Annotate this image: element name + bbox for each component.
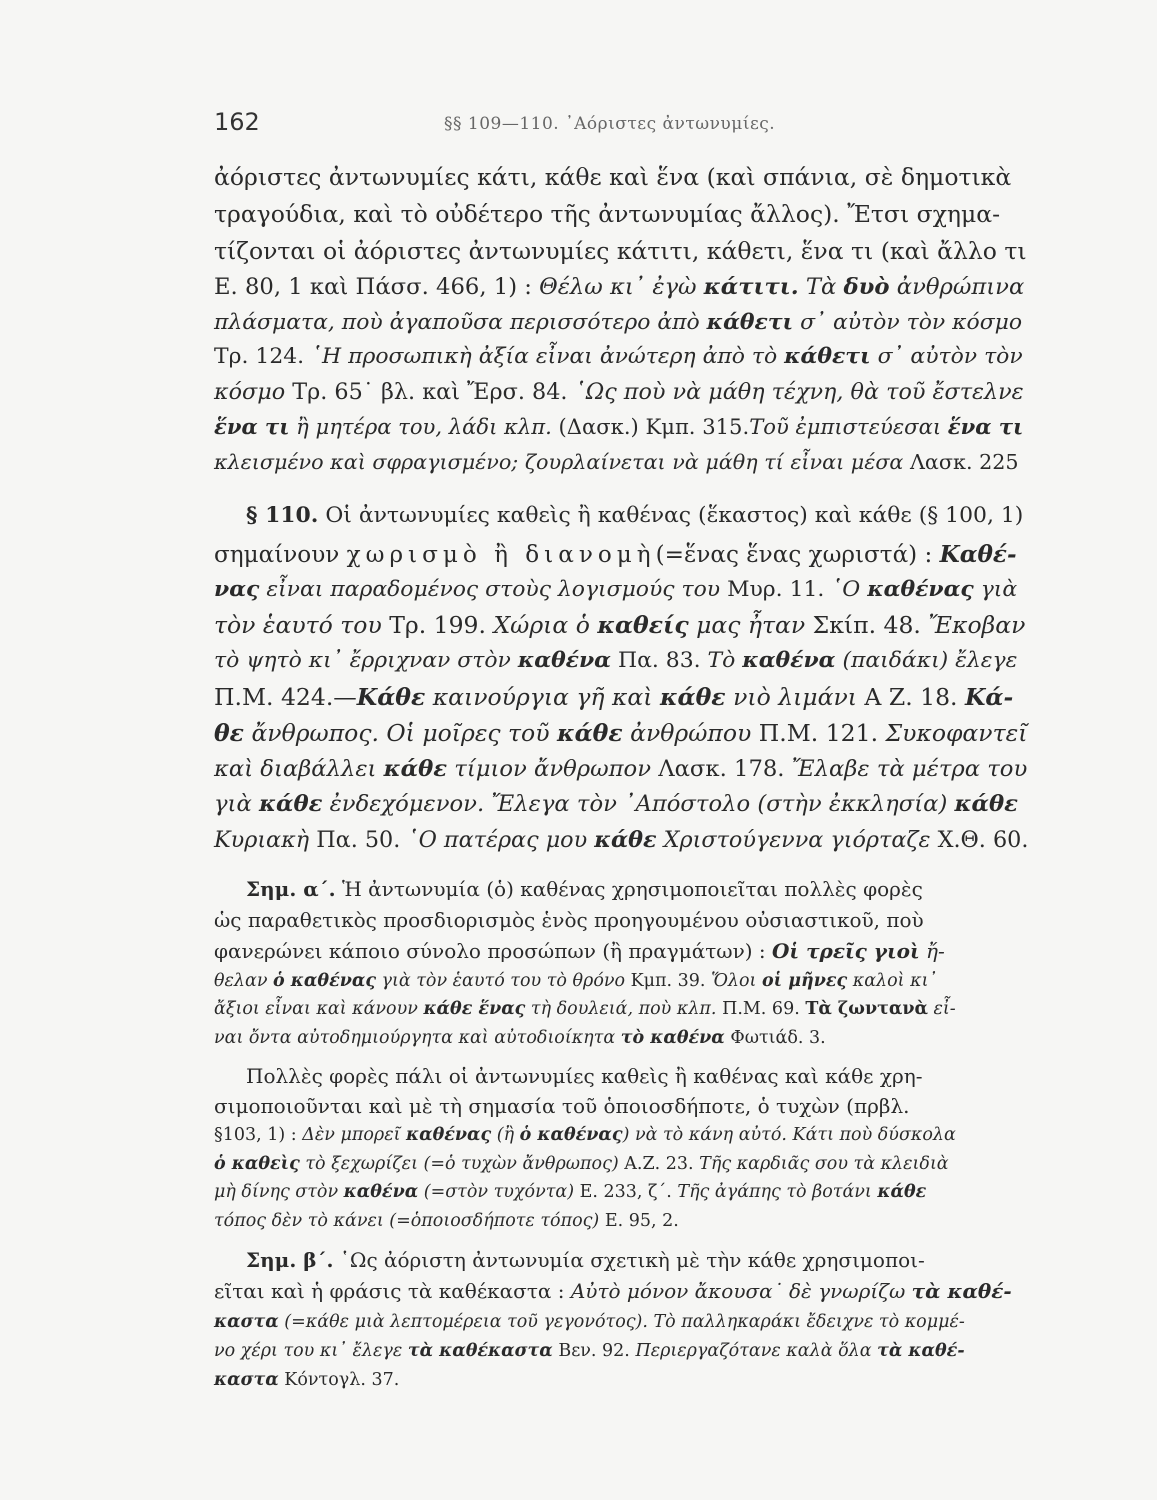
text-run: Δὲν μπορεῖ [302, 1125, 407, 1145]
text-run: Κόντογλ. 37. [278, 1370, 400, 1390]
text-line [214, 237, 1027, 265]
text-run: κάτιτι. [703, 274, 799, 300]
text-run: τίζονται οἱ ἀόριστες ἀντωνυμίες κάτιτι, κάθετι, ἕνα τι (καὶ ἄλλο τι [214, 237, 1027, 265]
text-run: Λασκ. 225 [903, 450, 1019, 474]
text-run: μας ἦταν [688, 611, 806, 639]
text-run: κάθε [259, 791, 323, 817]
text-run: τὴ δουλειά, ποὺ κλπ. [525, 999, 717, 1019]
text-run: (=στὸν τυχόντα) [418, 1182, 575, 1202]
text-run: κάθε [556, 719, 623, 747]
text-line [214, 276, 1026, 299]
text-line [214, 793, 1026, 816]
text-run: Οἱ ἀντωνυμίες καθεὶς ἢ καθένας (ἕκαστος) καὶ κάθε (§ 100, 1) [318, 503, 1024, 528]
text-run: ἄξιοι εἶναι καὶ κάνουν [214, 999, 424, 1019]
text-run: τὸ ψητὸ κι᾿ ἔρριχναν στὸν [214, 648, 518, 673]
text-run: ἕνα τι [947, 414, 1024, 439]
text-run: ὁ καθένας [519, 1125, 623, 1145]
text-run: κόσμο [214, 379, 286, 405]
text-run: τίμιον ἄνθρωπον [447, 756, 651, 782]
text-run: ὁ καθένας [273, 971, 376, 991]
text-line [214, 647, 1026, 673]
text-run: εῖται καὶ ἡ φράσις τὰ καθέκαστα : [214, 1279, 571, 1303]
text-run: Τὰ ζωντανὰ [805, 999, 928, 1019]
text-run: κάθε [954, 791, 1018, 817]
text-run: Οἱ τρεῖς γιοὶ [772, 939, 920, 963]
text-run: Βεν. 92. [552, 1341, 636, 1361]
text-run: γιὰ [973, 577, 1018, 602]
text-line [246, 1066, 1026, 1086]
text-run: κάθε [594, 827, 657, 853]
text-run: Ἔκοβαν [928, 611, 1026, 639]
text-run: Κά- [964, 683, 1014, 711]
text-run: Θέλω κι᾿ ἐγὼ [539, 274, 704, 300]
text-run: κάθε [383, 756, 448, 782]
text-run: Ἔλαβε τὰ μέτρα του [791, 756, 1028, 782]
text-run: Σκίπ. 48. [805, 611, 929, 639]
text-line [214, 910, 1026, 930]
page-number: 162 [214, 108, 260, 136]
text-run: θε [214, 719, 244, 747]
text-run: Χ.Θ. 60. [930, 827, 1029, 853]
text-run: τὰ καθέκαστα [407, 1341, 553, 1361]
text-line [214, 611, 1026, 639]
text-line [214, 827, 1029, 853]
text-line [214, 1372, 1026, 1390]
text-line [246, 1250, 1026, 1270]
text-line [214, 1281, 1026, 1301]
text-run: Σημ. α΄. [246, 877, 336, 901]
text-line [246, 502, 1026, 528]
text-run: Κάθε [356, 683, 426, 711]
text-run: τραγούδια, καὶ τὸ οὐδέτερο τῆς ἀντωνυμίας ἄλλος). Ἔτσι σχημα- [214, 200, 1001, 228]
text-run: Καθέ- [939, 541, 1017, 568]
text-run: ῾Η προσωπικὴ ἀξία εἶναι ἀνώτερη ἀπὸ τὸ [311, 344, 785, 369]
text-run: δυὸ [843, 274, 890, 300]
text-run: Κυριακὴ [214, 827, 310, 853]
text-run: Α.Ζ. 23. [618, 1154, 700, 1174]
text-run: Περιεργαζότανε καλὰ ὅλα [635, 1341, 878, 1361]
text-run: Λασκ. 178. [651, 756, 792, 782]
text-run: γιὰ τὸν ἑαυτό του τὸ θρόνο [375, 971, 626, 991]
text-run: πλάσματα, ποὺ ἀγαποῦσα περισσότερο ἀπὸ [214, 310, 707, 335]
text-run: (=ἕνας ἕνας χωριστά) : [655, 542, 940, 568]
text-run: νας [214, 576, 260, 602]
text-run: καθένας [867, 576, 974, 602]
text-run: γιὰ [214, 791, 259, 817]
text-run: Σημ. β΄. [246, 1248, 334, 1272]
text-run: καὶ διαβάλλει [214, 756, 384, 782]
text-run: μὴ δίνης στὸν [214, 1182, 344, 1202]
text-line [214, 576, 1026, 602]
text-run: Φωτιάδ. 3. [724, 1028, 826, 1048]
text-run: Τρ. 199. [381, 611, 494, 639]
text-run: τὸν ἑαυτό του [214, 611, 382, 639]
text-line [214, 719, 1028, 747]
text-run: καστα [214, 1312, 279, 1332]
text-line [214, 381, 1026, 403]
text-run: κάθε [877, 1182, 927, 1202]
text-run: φανερώνει κάποιο σύνολο προσώπων (ἢ πραγμάτων) : [214, 939, 772, 963]
text-run: (ἢ [491, 1125, 520, 1145]
text-line [214, 1096, 1026, 1116]
text-run: τόπος δὲν τὸ κάνει (=ὁποιοσδήποτε τόπος) [214, 1211, 600, 1231]
text-run: ἀνθρώπινα [889, 274, 1025, 300]
text-run: Ε. 95, 2. [599, 1211, 679, 1231]
text-run: Πα. 83. [611, 648, 708, 673]
text-run: Τρ. 124. [214, 344, 312, 369]
text-run: ἕνα τι [214, 414, 290, 439]
text-run: Ὅλοι [711, 971, 762, 991]
text-run: Τῆς ἀγάπης τὸ βοτάνι [677, 1182, 878, 1202]
text-run: καθένα [343, 1182, 419, 1202]
text-run: ῾Ο πατέρας μου [407, 827, 595, 853]
text-run: ) νὰ τὸ κάνη αὐτό. Κάτι ποὺ δύσκολα [622, 1125, 956, 1145]
text-line [214, 1314, 1026, 1332]
text-line [214, 1127, 1026, 1145]
text-run: θελαν [214, 971, 274, 991]
text-line [214, 416, 1026, 437]
text-line [214, 941, 1026, 961]
text-line [214, 343, 1026, 369]
text-run: ῾Ο [831, 577, 868, 602]
text-run: Ἡ ἀντωνυμία (ὁ) καθένας χρησιμοποιεῖται πολλὲς φορὲς [335, 877, 923, 901]
text-run: ἄνθρωπος. Οἱ μοῖρες τοῦ [243, 719, 557, 747]
text-run: Ε. 233, ζ΄. [574, 1182, 678, 1202]
text-run: Πολλὲς φορὲς πάλι οἱ ἀντωνυμίες καθεὶς ἢ καθένας καὶ κάθε χρη- [246, 1064, 923, 1088]
text-run: σιμοποιοῦνται καὶ μὲ τὴ σημασία τοῦ ὁποιοσδήποτε, ὁ τυχὼν (πρβλ. [214, 1094, 910, 1118]
text-run: κάθετι [706, 309, 794, 335]
text-line [214, 758, 1026, 781]
text-run: Πα. 50. [309, 827, 408, 853]
text-run: ὡς παραθετικὸς προσδιορισμὸς ἑνὸς προηγουμένου οὐσιαστικοῦ, ποὺ [214, 908, 924, 932]
text-run: ἢ μητέρα του, λάδι κλπ. [289, 414, 552, 439]
text-line [214, 973, 1026, 991]
text-run: Τὸ [707, 648, 743, 673]
text-run: Τρ. 65˙ βλ. καὶ Ἔρσ. 84. [285, 379, 575, 405]
text-line [214, 1030, 1026, 1048]
text-run: καλοὶ κι᾿ [847, 971, 938, 991]
text-line [214, 543, 1026, 567]
text-run: κάθε [659, 683, 726, 711]
text-run: (=κάθε μιὰ λεπτομέρεια τοῦ γεγονότος). Τὸ παλληκαράκι ἔδειχνε τὸ κομμέ- [278, 1312, 965, 1332]
text-run: Ε. 80, 1 καὶ Πάσσ. 466, 1) : [214, 274, 540, 300]
text-line [214, 1184, 1026, 1202]
text-run: σ᾿ αὐτὸν τὸν [870, 344, 1023, 369]
text-run: νιὸ λιμάνι [725, 683, 857, 711]
text-run: καθένα [517, 647, 612, 673]
text-run: (παιδάκι) ἔλεγε [835, 648, 1018, 673]
text-line [214, 163, 1026, 191]
text-run: Τοῦ ἐμπιστεύεσαι [749, 414, 948, 439]
text-run: (Δασκ.) Κμπ. 315. [551, 414, 750, 439]
text-run: κάθε ἕνας [423, 999, 526, 1019]
text-run: καθείς [597, 611, 689, 639]
text-run: ὁ καθεὶς [214, 1154, 300, 1174]
text-run: ῾Ως ποὺ νὰ μάθη τέχνη, θὰ τοῦ ἔστελνε [574, 379, 1024, 405]
text-run: Π.Μ. 121. [751, 719, 886, 747]
text-run: εἶ- [927, 999, 956, 1019]
text-run: §103, 1) : [214, 1125, 303, 1145]
text-line [214, 1156, 1026, 1174]
text-line [214, 200, 1026, 228]
text-line [214, 1213, 1026, 1231]
page-header [214, 108, 934, 138]
text-run: Τὰ [798, 274, 844, 300]
text-line [214, 309, 1026, 335]
text-line [246, 879, 1026, 899]
text-run: Π.Μ. 424.— [214, 683, 357, 711]
text-run: νο χέρι του κι᾿ ἔλεγε [214, 1341, 408, 1361]
text-run: Π.Μ. 69. [716, 999, 806, 1019]
text-run: ῾Ως ἀόριστη ἀντωνυμία σχετικὴ μὲ τὴν κάθε χρησιμοποι- [333, 1248, 925, 1272]
text-run: κλεισμένο καὶ σφραγισμένο; ζουρλαίνεται νὰ μάθη τί εἶναι μέσα [214, 450, 904, 474]
text-run: τὰ καθέ- [911, 1279, 1012, 1303]
text-run: ἤ- [919, 939, 945, 963]
text-run: καινούργια γῆ καὶ [425, 683, 660, 711]
text-run: εἶναι παραδομένος στοὺς λογισμούς του [259, 577, 721, 602]
text-run: τὸ καθένα [620, 1028, 725, 1048]
text-line [214, 1343, 1026, 1361]
text-run: οἱ μῆνες [761, 971, 848, 991]
text-run: Αὐτὸ μόνον ἄκουσα˙ δὲ γνωρίζω [570, 1279, 912, 1303]
text-line [214, 452, 1026, 473]
text-run: Χώρια ὁ [493, 611, 598, 639]
text-run: χωρισμὸ ἢ διανομὴ [346, 542, 656, 568]
text-run: τὰ καθέ- [877, 1341, 965, 1361]
text-line [214, 683, 1026, 711]
text-line [214, 1001, 1026, 1019]
text-run: ναι ὄντα αὐτοδημιούργητα καὶ αὐτοδιοίκητα [214, 1028, 621, 1048]
text-run: ἀνθρώπου [622, 719, 752, 747]
running-title: §§ 109—110. ᾿Αόριστες ἀντωνυμίες. [444, 114, 776, 134]
text-run: Μυρ. 11. [720, 577, 832, 602]
text-run: καστα [214, 1370, 279, 1390]
text-run: τὸ ξεχωρίζει (=ὁ τυχὼν ἄνθρωπος) [299, 1154, 619, 1174]
text-run: Συκοφαντεῖ [885, 719, 1028, 747]
text-run: ἐνδεχόμενον. Ἔλεγα τὸν ᾿Απόστολο (στὴν ἐκκλησία) [322, 791, 955, 817]
text-run: ἀόριστες ἀντωνυμίες κάτι, κάθε καὶ ἕνα (καὶ σπάνια, σὲ δημοτικὰ [214, 163, 1012, 191]
text-run: Χριστούγεννα γιόρταζε [656, 827, 931, 853]
text-run: Α Ζ. 18. [856, 683, 965, 711]
text-run: Κμπ. 39. [625, 971, 712, 991]
text-run: § 110. [246, 502, 319, 528]
text-run: κάθετι [784, 343, 871, 369]
text-run: σημαίνουν [214, 542, 347, 568]
text-run: καθένα [742, 647, 836, 673]
text-run: σ᾿ αὐτὸν τὸν κόσμο [793, 310, 1023, 335]
text-run: καθένας [406, 1125, 492, 1145]
text-run: Τῆς καρδιᾶς σου τὰ κλειδιὰ [699, 1154, 949, 1174]
